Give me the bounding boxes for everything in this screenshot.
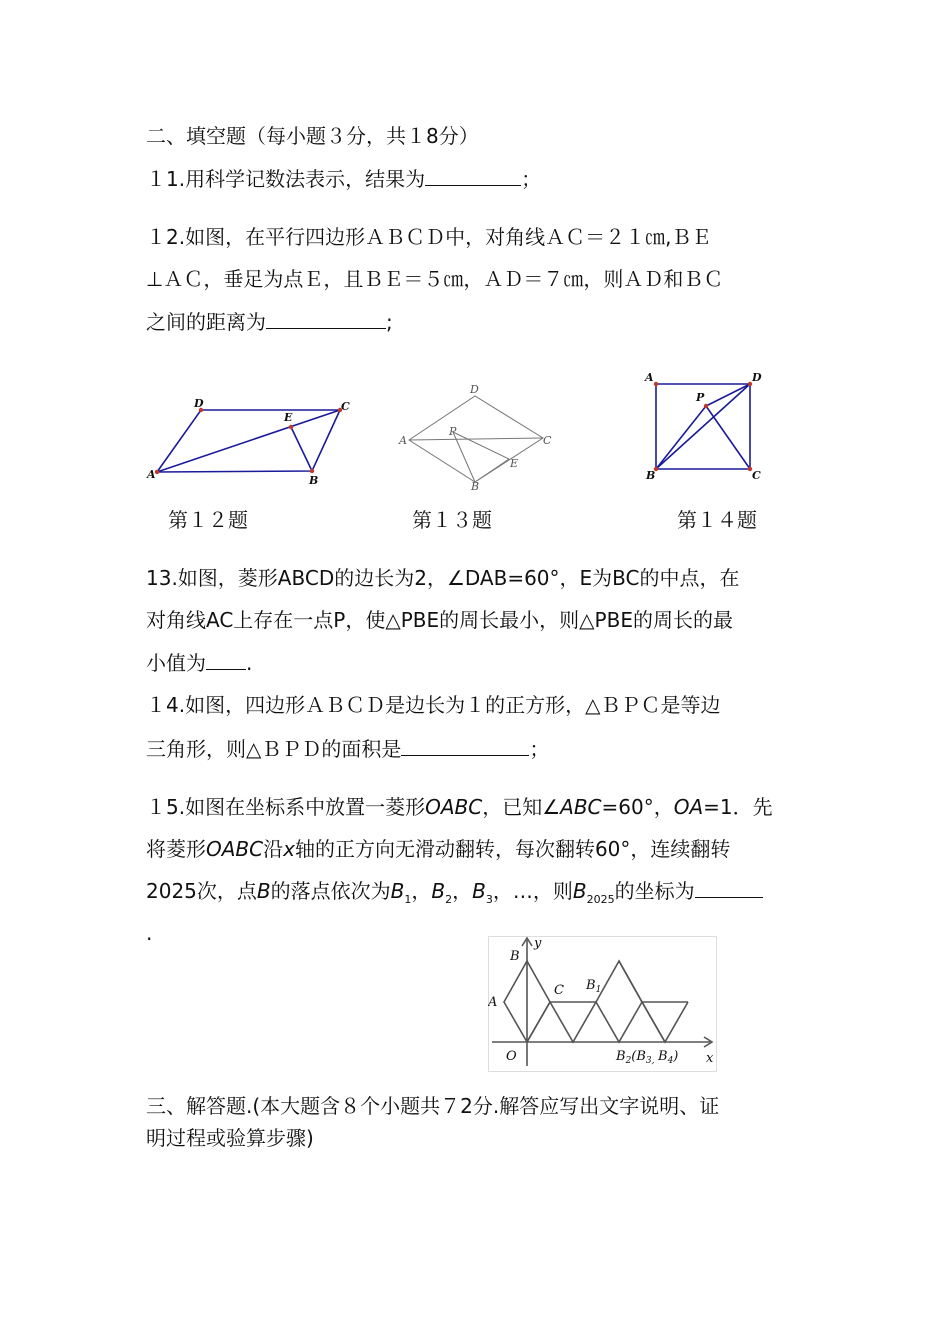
fig15-label-b4-letter: B <box>658 1049 668 1064</box>
answer-blank-14[interactable] <box>401 737 529 756</box>
figure-12 <box>140 392 360 492</box>
figure-15 <box>488 936 718 1072</box>
fig13-label-e: E <box>510 457 519 470</box>
question-13-end: . <box>246 651 253 675</box>
question-13-line-1: 13.如图，菱形ABCD的边长为2，∠DAB=60°，E为BC的中点，在 <box>146 566 740 590</box>
q15-l3c: 的落点依次为 <box>270 879 391 903</box>
section-3-line-1: 三、解答题.(本大题含８个小题共７2分.解答应写出文字说明、证 <box>146 1094 720 1118</box>
answer-blank-13[interactable] <box>206 651 246 670</box>
fig14-label-p: P <box>696 391 705 404</box>
fig14-label-b: B <box>646 469 656 482</box>
fig15-label-b1-letter: B <box>586 978 596 993</box>
fig12-label-b: B <box>309 474 319 487</box>
question-12-end: ; <box>386 310 393 334</box>
fig15-label-b3-sub: 3, <box>645 1056 655 1066</box>
question-14-end: ； <box>529 737 550 761</box>
question-12-line-3-text: 之间的距离为 <box>146 310 266 334</box>
question-14-line-2 <box>146 737 549 761</box>
fig15-label-b4 <box>657 1049 678 1066</box>
fig13-label-c: C <box>543 434 552 447</box>
q15-l1e: =60°， <box>601 795 674 819</box>
question-11-text: １1.用科学记数法表示，结果为 <box>146 167 426 191</box>
figure-13-caption: 第１３题 <box>412 508 492 532</box>
fig15-label-b2-sub: 2 <box>625 1056 632 1066</box>
figure-14-caption: 第１４题 <box>677 508 757 532</box>
fig13-label-a: A <box>399 434 407 447</box>
answer-blank-12[interactable] <box>266 310 386 329</box>
fig12-label-a: A <box>147 468 156 481</box>
q15-b2: B <box>431 879 446 903</box>
question-14-line-1: １4.如图，四边形ＡＢＣＤ是边长为１的正方形，△ＢＰＣ是等边 <box>146 693 721 717</box>
q15-b2025-sub: 2025 <box>586 893 615 906</box>
fig14-label-a: A <box>645 371 654 384</box>
figure-12-caption: 第１２题 <box>168 508 248 532</box>
fig15-label-c: C <box>554 983 564 998</box>
q15-l1d: ABC <box>560 795 602 819</box>
q15-b2025: B <box>572 879 587 903</box>
q15-b3: B <box>472 879 486 903</box>
q15-l1f: OA <box>673 795 704 819</box>
fig14-label-d: D <box>752 371 762 384</box>
question-11 <box>146 167 541 191</box>
fig15-label-x: x <box>706 1051 714 1066</box>
question-14-line-2-text: 三角形，则△ＢＰＤ的面积是 <box>146 737 402 761</box>
fig12-label-d: D <box>194 397 204 410</box>
question-13-line-3 <box>146 651 252 675</box>
fig15-label-o: O <box>506 1049 517 1064</box>
q15-l3end: 的坐标为 <box>614 879 695 903</box>
question-15-line-3 <box>146 879 763 912</box>
answer-blank-15[interactable] <box>695 879 763 898</box>
fig15-label-b3: (B <box>631 1049 646 1064</box>
fig13-label-b: B <box>471 480 480 493</box>
q15-l2a: 将菱形 <box>146 837 206 861</box>
q15-ellipsis: ，…，则 <box>492 879 573 903</box>
question-13-line-3-text: 小值为 <box>146 651 206 675</box>
fig15-label-y: y <box>534 936 542 951</box>
q15-sep-1: ， <box>411 879 432 903</box>
fig15-label-b4-close: ) <box>673 1049 679 1064</box>
q15-l3a: 2025次，点 <box>146 879 257 903</box>
fig15-label-b2 <box>615 1049 655 1066</box>
q15-l3b: B <box>256 879 271 903</box>
q15-b3-sub: 3 <box>485 893 493 906</box>
fig12-label-c: C <box>341 400 350 413</box>
q15-b1: B <box>390 879 405 903</box>
q15-l1c: ，已知∠ <box>482 795 561 819</box>
q15-b1-sub: 1 <box>404 893 412 906</box>
q15-l2d: x <box>283 837 295 861</box>
q15-l1b: OABC <box>425 795 483 819</box>
fig15-label-a: A <box>488 995 498 1010</box>
question-12-line-2: ⊥ＡＣ，垂足为点Ｅ，且ＢＥ＝５㎝，ＡＤ＝７㎝，则ＡＤ和ＢＣ <box>146 267 724 291</box>
q15-l2b: OABC <box>206 837 264 861</box>
fig14-label-c: C <box>752 469 761 482</box>
question-12-line-3 <box>146 310 393 334</box>
q15-l2e: 轴的正方向无滑动翻转，每次翻转60°，连续翻转 <box>294 837 731 861</box>
figure-13 <box>395 378 565 496</box>
q15-l1g: =1．先 <box>703 795 773 819</box>
section-3-line-2: 明过程或验算步骤) <box>146 1126 314 1150</box>
question-15-line-2 <box>146 837 730 861</box>
fig15-label-b: B <box>510 949 520 964</box>
question-15-line-1 <box>146 795 773 819</box>
question-13-line-2: 对角线AC上存在一点P，使△PBE的周长最小，则△PBE的周长的最 <box>146 608 733 632</box>
figure-14 <box>640 366 770 486</box>
q15-l1a: １5.如图在坐标系中放置一菱形 <box>146 795 426 819</box>
question-11-end: ； <box>521 167 542 191</box>
answer-blank-11[interactable] <box>425 167 521 186</box>
fig12-label-e: E <box>284 411 293 424</box>
section-2-title: 二、填空题（每小题３分，共１8分） <box>146 124 479 148</box>
fig15-label-b1-sub: 1 <box>595 985 602 995</box>
q15-b2-sub: 2 <box>445 893 453 906</box>
fig15-label-b1 <box>585 978 601 995</box>
question-15-period: . <box>146 921 153 945</box>
fig13-label-p: P <box>449 425 457 438</box>
fig15-label-b4-sub: 4 <box>667 1056 674 1066</box>
fig13-label-d: D <box>470 383 479 396</box>
question-12-line-1: １2.如图，在平行四边形ＡＢＣＤ中，对角线ＡＣ＝２１㎝,ＢＥ <box>146 225 712 249</box>
q15-sep-2: ， <box>452 879 473 903</box>
fig15-label-b2-letter: B <box>616 1049 626 1064</box>
q15-l2c: 沿 <box>263 837 284 861</box>
